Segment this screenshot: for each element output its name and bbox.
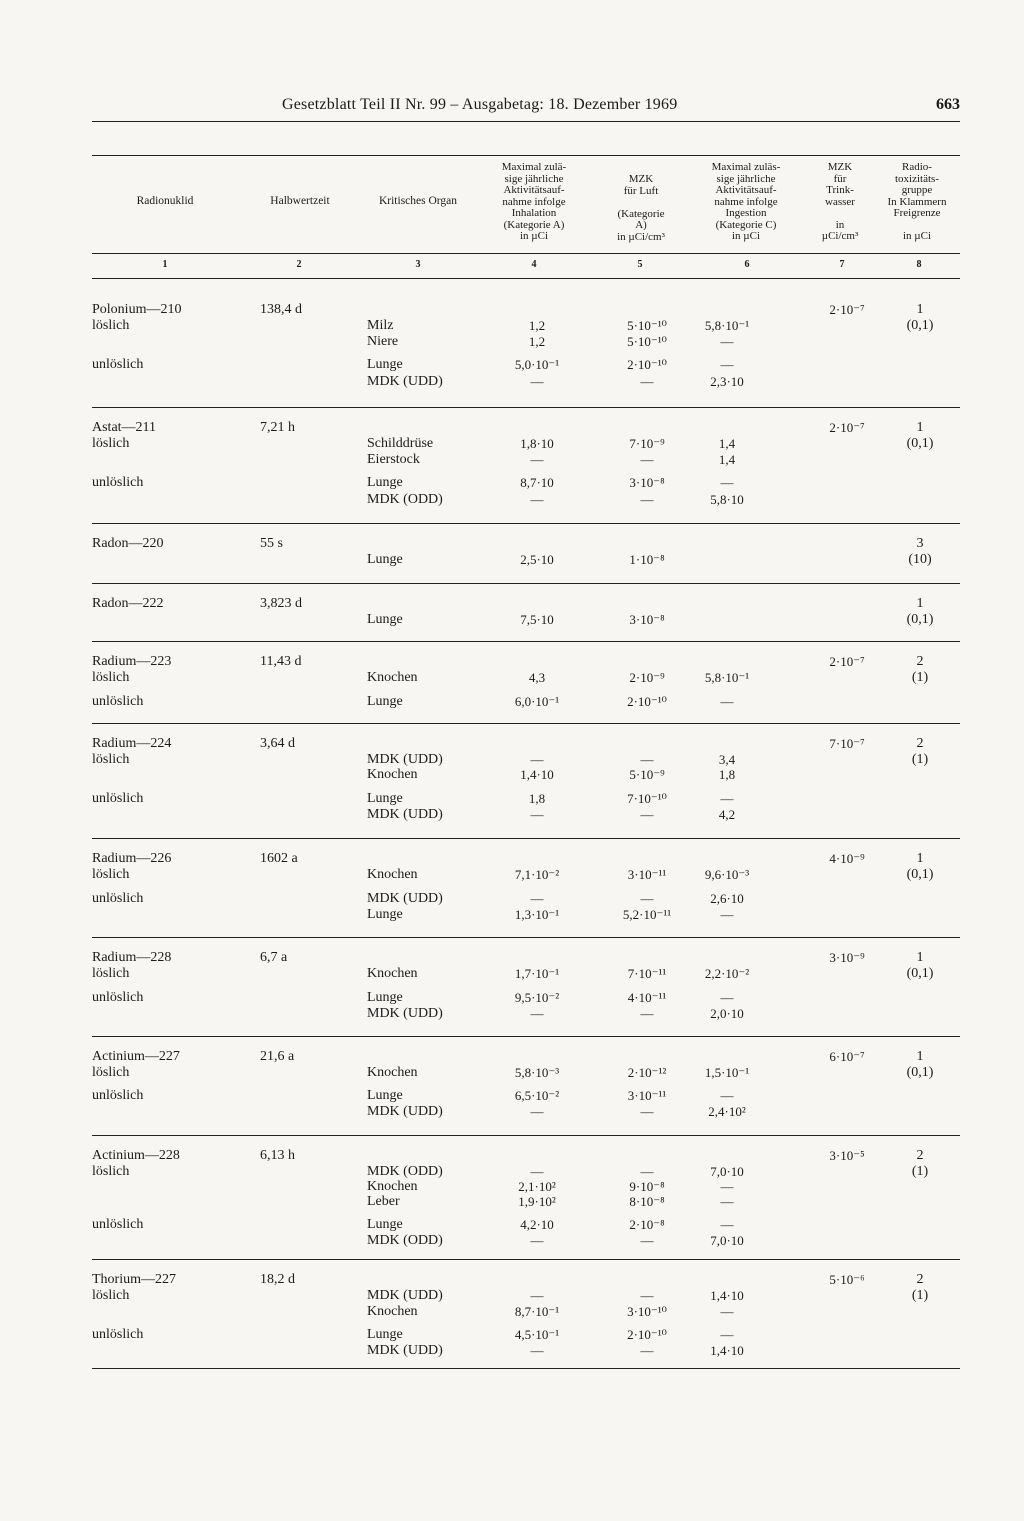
table-cell-col4: 1,2 — [528, 318, 546, 333]
table-cell-col3: Lunge — [367, 1088, 403, 1103]
table-cell-col5: 5·10⁻¹⁰ — [627, 334, 667, 349]
table-cell-col4: 7,1·10⁻² — [514, 867, 560, 882]
table-cell-col6: 7,0·10 — [710, 1164, 744, 1179]
column-number-5: 5 — [637, 259, 643, 270]
table-cell-col1: löslich — [92, 752, 130, 767]
table-cell-col3: Lunge — [367, 694, 403, 709]
table-cell-col8: (1) — [911, 1164, 929, 1179]
table-cell-col5: — — [640, 452, 654, 467]
table-cell-col1: löslich — [92, 1288, 130, 1303]
table-cell-col4: 1,2 — [528, 334, 546, 349]
table-cell-col4: 1,4·10 — [520, 767, 554, 782]
table-cell-col5: 1·10⁻⁸ — [629, 552, 665, 567]
table-cell-col4: 4,5·10⁻¹ — [514, 1327, 560, 1342]
table-cell-col6: 5,8·10 — [710, 492, 744, 507]
table-cell-col3: MDK (ODD) — [367, 1164, 443, 1179]
table-cell-col8: (10) — [908, 552, 932, 567]
table-cell-col8: 1 — [916, 420, 924, 435]
table-cell-col3: Knochen — [367, 867, 418, 882]
table-cell-col5: — — [640, 374, 654, 389]
table-cell-col3: MDK (UDD) — [367, 752, 443, 767]
table-cell-col3: MDK (UDD) — [367, 891, 443, 906]
table-cell-col1: unlöslich — [92, 1327, 144, 1342]
table-cell-col6: — — [720, 1327, 734, 1342]
table-cell-col6: 3,4 — [718, 752, 736, 767]
table-cell-col2: 18,2 d — [260, 1272, 295, 1287]
table-cell-col1: löslich — [92, 436, 130, 451]
table-cell-col3: MDK (ODD) — [367, 492, 443, 507]
table-cell-col7: 5·10⁻⁶ — [829, 1272, 865, 1287]
column-number-6: 6 — [744, 259, 750, 270]
table-top-rule — [92, 155, 960, 156]
table-cell-col1: unlöslich — [92, 891, 144, 906]
table-cell-col1: Radium—228 — [92, 950, 172, 965]
table-cell-col5: 2·10⁻¹⁰ — [627, 1327, 667, 1342]
group-separator — [92, 838, 960, 839]
table-cell-col2: 21,6 a — [260, 1049, 295, 1064]
table-cell-col5: 8·10⁻⁸ — [629, 1194, 665, 1209]
table-cell-col6: 2,3·10 — [710, 374, 744, 389]
table-cell-col3: Knochen — [367, 1304, 418, 1319]
column-number-3: 3 — [415, 259, 421, 270]
table-cell-col6: — — [720, 1217, 734, 1232]
table-cell-col4: 5,0·10⁻¹ — [514, 357, 560, 372]
table-cell-col8: (0,1) — [906, 966, 934, 981]
table-cell-col4: — — [530, 752, 544, 767]
table-cell-col4: 1,8·10 — [520, 436, 554, 451]
table-cell-col8: 1 — [916, 851, 924, 866]
table-cell-col4: 7,5·10 — [520, 612, 554, 627]
table-cell-col7: 2·10⁻⁷ — [829, 654, 865, 669]
group-separator — [92, 1259, 960, 1260]
table-cell-col1: unlöslich — [92, 694, 144, 709]
column-header-7: MZK für Trink- wasser in µCi/cm³ — [821, 161, 859, 242]
table-cell-col1: Radon—220 — [92, 536, 164, 551]
column-header-5: MZK für Luft (Kategorie A) in µCi/cm³ — [617, 173, 665, 243]
table-cell-col7: 6·10⁻⁷ — [829, 1049, 865, 1064]
table-cell-col4: 4,2·10 — [520, 1217, 554, 1232]
column-number-7: 7 — [839, 259, 845, 270]
table-cell-col3: Niere — [367, 334, 399, 349]
table-cell-col3: MDK (UDD) — [367, 1343, 443, 1358]
table-cell-col3: Schilddrüse — [367, 436, 434, 451]
table-cell-col1: Radium—223 — [92, 654, 172, 669]
table-cell-col6: 2,4·10² — [708, 1104, 746, 1119]
table-cell-col5: — — [640, 1006, 654, 1021]
table-cell-col8: (0,1) — [906, 318, 934, 333]
table-cell-col5: 7·10⁻¹⁰ — [627, 791, 667, 806]
table-cell-col4: — — [530, 452, 544, 467]
column-header-3: Kritisches Organ — [378, 195, 458, 207]
table-cell-col1: Astat—211 — [92, 420, 157, 435]
table-cell-col6: — — [720, 475, 734, 490]
table-cell-col6: 5,8·10⁻¹ — [704, 318, 750, 333]
table-cell-col4: 9,5·10⁻² — [514, 990, 560, 1005]
table-cell-col3: Lunge — [367, 1217, 403, 1232]
table-cell-col8: (0,1) — [906, 1065, 934, 1080]
group-separator — [92, 723, 960, 724]
table-cell-col5: — — [640, 492, 654, 507]
table-cell-col3: Lunge — [367, 791, 403, 806]
table-cell-col4: 1,7·10⁻¹ — [514, 966, 560, 981]
table-cell-col3: Milz — [367, 318, 394, 333]
column-header-1: Radionuklid — [136, 195, 194, 207]
table-cell-col4: 2,5·10 — [520, 552, 554, 567]
table-cell-col2: 3,64 d — [260, 736, 295, 751]
table-cell-col8: (0,1) — [906, 612, 934, 627]
page-title: Gesetzblatt Teil II Nr. 99 – Ausgabetag: 18. Dezember 1969 — [282, 96, 678, 113]
table-cell-col6: — — [720, 694, 734, 709]
table-cell-col8: 2 — [916, 654, 924, 669]
table-cell-col5: — — [640, 1233, 654, 1248]
table-cell-col2: 11,43 d — [260, 654, 302, 669]
table-cell-col6: 1,5·10⁻¹ — [704, 1065, 750, 1080]
column-header-2: Halbwertzeit — [270, 195, 330, 207]
table-cell-col6: — — [720, 334, 734, 349]
table-cell-col4: — — [530, 1006, 544, 1021]
table-cell-col4: 1,9·10² — [518, 1194, 556, 1209]
column-number-2: 2 — [296, 259, 302, 270]
table-cell-col5: 7·10⁻⁹ — [629, 436, 665, 451]
table-cell-col6: — — [720, 1304, 734, 1319]
table-cell-col3: MDK (ODD) — [367, 1233, 443, 1248]
table-cell-col2: 55 s — [260, 536, 283, 551]
page-header — [92, 90, 960, 120]
table-cell-col3: Lunge — [367, 475, 403, 490]
table-cell-col1: löslich — [92, 1065, 130, 1080]
table-cell-col4: — — [530, 1343, 544, 1358]
table-cell-col3: MDK (UDD) — [367, 1006, 443, 1021]
table-cell-col8: (1) — [911, 1288, 929, 1303]
column-number-rule-bottom — [92, 278, 960, 279]
table-cell-col6: — — [720, 357, 734, 372]
table-cell-col3: MDK (UDD) — [367, 1288, 443, 1303]
table-cell-col4: — — [530, 807, 544, 822]
table-cell-col6: 4,2 — [718, 807, 736, 822]
table-cell-col6: 2,6·10 — [710, 891, 744, 906]
table-cell-col6: 1,8 — [718, 767, 736, 782]
table-cell-col2: 7,21 h — [260, 420, 295, 435]
table-cell-col6: 1,4·10 — [710, 1288, 744, 1303]
table-cell-col6: 7,0·10 — [710, 1233, 744, 1248]
table-cell-col6: 9,6·10⁻³ — [704, 867, 750, 882]
table-cell-col8: 2 — [916, 1148, 924, 1163]
table-cell-col8: (0,1) — [906, 436, 934, 451]
column-number-4: 4 — [531, 259, 537, 270]
group-separator — [92, 523, 960, 524]
table-cell-col3: Lunge — [367, 990, 403, 1005]
table-cell-col1: löslich — [92, 1164, 130, 1179]
table-cell-col8: (0,1) — [906, 867, 934, 882]
table-cell-col1: unlöslich — [92, 357, 144, 372]
table-cell-col4: — — [530, 1288, 544, 1303]
table-cell-col5: 3·10⁻¹⁰ — [627, 1304, 667, 1319]
group-separator — [92, 407, 960, 408]
column-header-8: Radio- toxizitäts- gruppe In Klammern Freigrenze in µCi — [887, 161, 947, 242]
table-cell-col7: 4·10⁻⁹ — [829, 851, 865, 866]
column-number-rule-top — [92, 253, 960, 254]
column-number-8: 8 — [916, 259, 922, 270]
table-cell-col8: 1 — [916, 950, 924, 965]
table-cell-col7: 7·10⁻⁷ — [829, 736, 865, 751]
table-cell-col3: Lunge — [367, 907, 403, 922]
table-cell-col5: 2·10⁻¹² — [627, 1065, 667, 1080]
table-cell-col1: löslich — [92, 670, 130, 685]
table-cell-col4: — — [530, 492, 544, 507]
table-cell-col3: Knochen — [367, 1065, 418, 1080]
group-separator — [92, 641, 960, 642]
table-cell-col8: 2 — [916, 736, 924, 751]
table-cell-col4: 8,7·10 — [520, 475, 554, 490]
table-cell-col1: Radon—222 — [92, 596, 164, 611]
table-cell-col3: Lunge — [367, 612, 403, 627]
table-cell-col3: Lunge — [367, 1327, 403, 1342]
column-header-6: Maximal zuläs- sige jährliche Aktivitätsauf- nahme infolge Ingestion (Kategorie C) in µCi — [711, 161, 781, 242]
table-cell-col8: 1 — [916, 1049, 924, 1064]
table-cell-col2: 3,823 d — [260, 596, 302, 611]
table-cell-col1: löslich — [92, 318, 130, 333]
column-header-4: Maximal zulä- sige jährliche Aktivitätsauf- nahme infolge Inhalation (Kategorie A) in µCi — [501, 161, 567, 242]
table-cell-col4: 1,8 — [528, 791, 546, 806]
table-cell-col1: Actinium—228 — [92, 1148, 180, 1163]
table-cell-col1: Thorium—227 — [92, 1272, 176, 1287]
table-cell-col1: unlöslich — [92, 791, 144, 806]
table-cell-col6: 1,4 — [718, 452, 736, 467]
table-cell-col7: 3·10⁻⁹ — [829, 950, 865, 965]
table-cell-col1: löslich — [92, 867, 130, 882]
table-cell-col3: Eierstock — [367, 452, 420, 467]
table-cell-col1: Radium—224 — [92, 736, 172, 751]
table-cell-col4: — — [530, 1233, 544, 1248]
table-cell-col5: 2·10⁻¹⁰ — [627, 357, 667, 372]
table-cell-col3: Knochen — [367, 1179, 418, 1194]
table-cell-col5: 7·10⁻¹¹ — [627, 966, 667, 981]
table-cell-col4: 8,7·10⁻¹ — [514, 1304, 560, 1319]
table-cell-col3: MDK (UDD) — [367, 807, 443, 822]
table-cell-col5: 9·10⁻⁸ — [629, 1179, 665, 1194]
table-cell-col1: unlöslich — [92, 475, 144, 490]
table-cell-col5: 5·10⁻¹⁰ — [627, 318, 667, 333]
table-cell-col5: 3·10⁻¹¹ — [627, 1088, 667, 1103]
table-cell-col4: — — [530, 374, 544, 389]
table-cell-col6: 2,0·10 — [710, 1006, 744, 1021]
table-cell-col5: 2·10⁻¹⁰ — [627, 694, 667, 709]
table-cell-col5: 3·10⁻⁸ — [629, 612, 665, 627]
table-cell-col3: Lunge — [367, 357, 403, 372]
table-cell-col3: Knochen — [367, 670, 418, 685]
table-cell-col4: 4,3 — [528, 670, 546, 685]
table-cell-col6: — — [720, 990, 734, 1005]
table-cell-col1: unlöslich — [92, 1088, 144, 1103]
table-cell-col5: 3·10⁻⁸ — [629, 475, 665, 490]
table-cell-col1: unlöslich — [92, 1217, 144, 1232]
table-cell-col2: 138,4 d — [260, 302, 302, 317]
table-cell-col6: — — [720, 907, 734, 922]
table-cell-col6: 1,4 — [718, 436, 736, 451]
column-number-1: 1 — [162, 259, 168, 270]
group-separator — [92, 1036, 960, 1037]
table-cell-col7: 2·10⁻⁷ — [829, 302, 865, 317]
table-cell-col8: 1 — [916, 302, 924, 317]
table-cell-col7: 2·10⁻⁷ — [829, 420, 865, 435]
table-cell-col8: (1) — [911, 752, 929, 767]
table-cell-col3: Knochen — [367, 966, 418, 981]
table-cell-col8: (1) — [911, 670, 929, 685]
table-cell-col6: — — [720, 791, 734, 806]
table-cell-col5: — — [640, 1288, 654, 1303]
table-cell-col5: — — [640, 807, 654, 822]
table-cell-col5: — — [640, 752, 654, 767]
table-cell-col8: 3 — [916, 536, 924, 551]
table-cell-col8: 1 — [916, 596, 924, 611]
table-cell-col6: — — [720, 1179, 734, 1194]
table-cell-col5: 5,2·10⁻¹¹ — [622, 907, 672, 922]
table-cell-col5: 5·10⁻⁹ — [629, 767, 665, 782]
table-cell-col4: 6,5·10⁻² — [514, 1088, 560, 1103]
table-cell-col6: — — [720, 1088, 734, 1103]
table-cell-col6: 1,4·10 — [710, 1343, 744, 1358]
table-cell-col5: — — [640, 891, 654, 906]
table-cell-col3: Leber — [367, 1194, 400, 1209]
table-cell-col5: — — [640, 1343, 654, 1358]
table-bottom-rule — [92, 1368, 960, 1369]
table-cell-col1: unlöslich — [92, 990, 144, 1005]
table-cell-col5: — — [640, 1164, 654, 1179]
table-cell-col4: 2,1·10² — [518, 1179, 556, 1194]
table-cell-col3: MDK (UDD) — [367, 1104, 443, 1119]
table-cell-col5: 2·10⁻⁸ — [629, 1217, 665, 1232]
table-cell-col1: Actinium—227 — [92, 1049, 180, 1064]
table-cell-col4: 1,3·10⁻¹ — [514, 907, 560, 922]
table-cell-col1: Radium—226 — [92, 851, 172, 866]
group-separator — [92, 583, 960, 584]
table-cell-col6: 5,8·10⁻¹ — [704, 670, 750, 685]
header-rule — [92, 121, 960, 122]
table-cell-col2: 1602 a — [260, 851, 298, 866]
table-cell-col7: 3·10⁻⁵ — [829, 1148, 865, 1163]
table-cell-col5: — — [640, 1104, 654, 1119]
table-cell-col6: 2,2·10⁻² — [704, 966, 750, 981]
table-cell-col4: 6,0·10⁻¹ — [514, 694, 560, 709]
table-cell-col3: MDK (UDD) — [367, 374, 443, 389]
group-separator — [92, 937, 960, 938]
table-cell-col5: 3·10⁻¹¹ — [627, 867, 667, 882]
table-cell-col4: — — [530, 891, 544, 906]
table-cell-col4: — — [530, 1104, 544, 1119]
table-cell-col1: Polonium—210 — [92, 302, 182, 317]
page-number: 663 — [936, 96, 960, 113]
table-cell-col2: 6,13 h — [260, 1148, 295, 1163]
table-cell-col6: — — [720, 1194, 734, 1209]
table-cell-col4: 5,8·10⁻³ — [514, 1065, 560, 1080]
table-cell-col3: Knochen — [367, 767, 418, 782]
table-cell-col4: — — [530, 1164, 544, 1179]
group-separator — [92, 1135, 960, 1136]
table-cell-col8: 2 — [916, 1272, 924, 1287]
table-cell-col1: löslich — [92, 966, 130, 981]
table-cell-col5: 4·10⁻¹¹ — [627, 990, 667, 1005]
table-cell-col2: 6,7 a — [260, 950, 288, 965]
table-cell-col3: Lunge — [367, 552, 403, 567]
table-cell-col5: 2·10⁻⁹ — [629, 670, 665, 685]
